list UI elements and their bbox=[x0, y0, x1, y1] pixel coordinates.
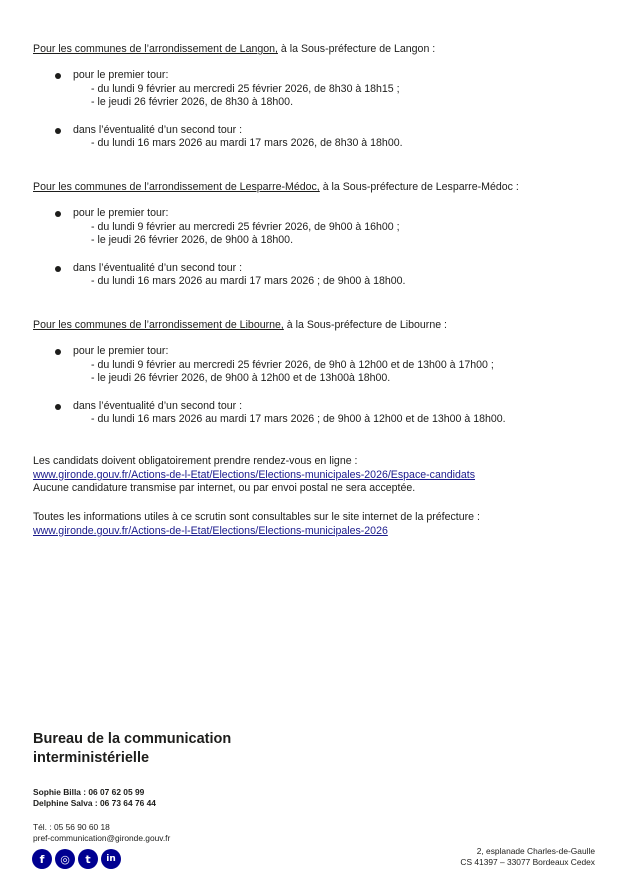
round-first bbox=[33, 207, 603, 248]
bureau-title-line1: Bureau de la communication bbox=[33, 731, 232, 747]
round-second bbox=[33, 124, 603, 151]
online-note: Aucune candidature transmise par internet, ou par envoi postal ne sera acceptée. bbox=[33, 482, 416, 494]
info-text: Toutes les informations utiles à ce scrutin sont consultables sur le site internet de la préfecture : bbox=[33, 511, 480, 523]
facebook-icon[interactable]: f bbox=[32, 849, 52, 869]
round-title: dans l’éventualité d’un second tour : bbox=[73, 261, 243, 274]
address-line1: 2, esplanade Charles-de-Gaulle bbox=[476, 846, 595, 856]
bureau-title-line2: interministérielle bbox=[33, 750, 150, 766]
round-second bbox=[33, 262, 603, 289]
bureau-title bbox=[33, 730, 231, 768]
section-heading-rest: à la Sous-préfecture de Libourne : bbox=[283, 319, 447, 331]
round-first bbox=[33, 345, 603, 386]
contact-line bbox=[33, 798, 156, 809]
round-title: pour le premier tour: bbox=[73, 207, 169, 219]
section-langon bbox=[33, 42, 603, 151]
section-heading bbox=[33, 42, 603, 56]
schedule-line: - du lundi 9 février au mercredi 25 février 2026, de 9h00 à 16h00 ; bbox=[91, 220, 400, 233]
schedule-line: - du lundi 16 mars 2026 au mardi 17 mars 2026 ; de 9h00 à 18h00. bbox=[91, 275, 406, 287]
schedule-line: - le jeudi 26 février 2026, de 8h30 à 18h00. bbox=[91, 96, 294, 108]
candidates-space-link[interactable]: www.gironde.gouv.fr/Actions-de-l-Etat/Elections/Elections-municipales-2026/Espace-candidats bbox=[33, 468, 476, 481]
online-appointment-block bbox=[33, 455, 598, 496]
round-title: dans l’éventualité d’un second tour : bbox=[73, 399, 243, 412]
online-intro: Les candidats doivent obligatoirement prendre rendez-vous en ligne : bbox=[33, 455, 358, 467]
phone-number: Tél. : 05 56 90 60 18 bbox=[33, 822, 110, 832]
schedule-line: - du lundi 9 février au mercredi 25 février 2026, de 8h30 à 18h15 ; bbox=[91, 82, 400, 95]
round-title: dans l’éventualité d’un second tour : bbox=[73, 123, 243, 136]
contact-phone: : 06 73 64 76 44 bbox=[92, 798, 156, 808]
section-heading-underlined: Pour les communes de l’arrondissement de Lesparre-Médoc, bbox=[33, 181, 320, 193]
elections-info-link[interactable]: www.gironde.gouv.fr/Actions-de-l-Etat/Elections/Elections-municipales-2026 bbox=[33, 524, 388, 537]
press-contacts bbox=[33, 787, 156, 809]
social-links bbox=[32, 849, 121, 869]
round-title: pour le premier tour: bbox=[73, 69, 169, 81]
contact-phone: : 06 07 62 05 99 bbox=[80, 787, 145, 797]
schedule-line: - du lundi 9 février au mercredi 25 février 2026, de 9h0 à 12h00 et de 13h00 à 17h00 ; bbox=[91, 358, 494, 371]
round-second bbox=[33, 400, 603, 427]
schedule-line: - du lundi 16 mars 2026 au mardi 17 mars 2026 ; de 9h00 à 12h00 et de 13h00 à 18h00. bbox=[91, 413, 506, 425]
schedule-line: - le jeudi 26 février 2026, de 9h00 à 18h00. bbox=[91, 234, 294, 246]
schedule-line: - du lundi 16 mars 2026 au mardi 17 mars 2026, de 8h30 à 18h00. bbox=[91, 137, 403, 149]
rounds-list bbox=[33, 207, 603, 289]
prefecture-info-block bbox=[33, 511, 598, 538]
twitter-icon[interactable]: t bbox=[78, 849, 98, 869]
contact-name: Delphine Salva bbox=[33, 798, 93, 808]
rounds-list bbox=[33, 345, 603, 427]
section-heading-rest: à la Sous-préfecture de Lesparre-Médoc : bbox=[319, 181, 519, 193]
address-line2: CS 41397 – 33077 Bordeaux Cedex bbox=[460, 857, 595, 867]
section-heading-rest: à la Sous-préfecture de Langon : bbox=[277, 43, 436, 55]
linkedin-icon[interactable]: in bbox=[101, 849, 121, 869]
instagram-icon[interactable]: ◎ bbox=[55, 849, 75, 869]
rounds-list bbox=[33, 69, 603, 151]
section-heading bbox=[33, 180, 603, 194]
contact-line bbox=[33, 787, 156, 798]
section-heading-underlined: Pour les communes de l’arrondissement de Libourne, bbox=[33, 319, 284, 331]
contact-name: Sophie Billa bbox=[33, 787, 81, 797]
section-heading-underlined: Pour les communes de l’arrondissement de Langon, bbox=[33, 43, 278, 55]
section-lesparre bbox=[33, 180, 603, 289]
section-libourne bbox=[33, 318, 603, 427]
round-title: pour le premier tour: bbox=[73, 345, 169, 357]
postal-address bbox=[460, 846, 595, 868]
email-address[interactable]: pref-communication@gironde.gouv.fr bbox=[33, 833, 171, 843]
schedule-line: - le jeudi 26 février 2026, de 9h00 à 12h00 et de 13h00à 18h00. bbox=[91, 372, 391, 384]
section-heading bbox=[33, 318, 603, 332]
general-contact bbox=[33, 822, 170, 844]
round-first bbox=[33, 69, 603, 110]
